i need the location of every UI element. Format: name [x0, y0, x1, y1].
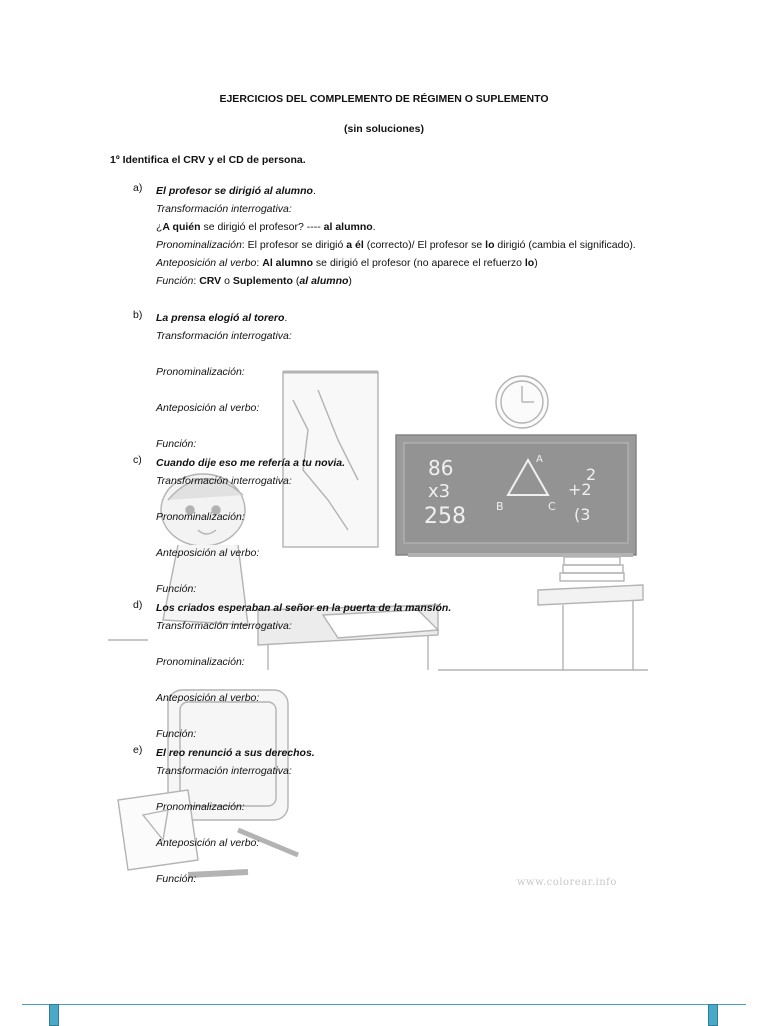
chalk-c: C: [548, 500, 556, 513]
label-transformacion: Transformación interrogativa:: [156, 203, 292, 215]
document-page: 86 x3 258 A B C 2 +2 (3 EJERCICIOS DEL COMPLEMENTO DE RÉGIMEN O SUPLEMENTO (sin soluciones) 1º Identifica el CRV y el CD de persona. a) El profesor se dirigió al alumno. Transformación interrogativa: ¿A quién se dirigió el profesor? ---- al alumno. Pronominalización: El profesor se dirigió a él (correcto)/ El profesor se lo dirigió (cambia el significado). Anteposición al verbo: Al alumno se dirigió el profesor (no aparece el refuerzo lo) Función: CRV o Suplemento (al alumno) b) La prensa elogió al torero. Transformación interrogativa: Pronominalización: Anteposición al verbo: Función: c) Cuando dije eso me refería a tu novia. Transformación interrogativa: Pronominalización: Anteposición al verbo: Función: d) Los criados esperaban al señor en la puerta de la mansión. Transformación interrogativa: Pronominalización: Anteposición al verbo: Función: e) El reo renunció a sus derechos. Transformación interrogativa: Pronominalización: Anteposición al verbo: Función: www.colorear.info: [0, 0, 768, 1024]
exercise-sentence: Los criados esperaban al señor en la puerta de la mansión.: [156, 602, 452, 614]
chalk-r1: 2: [586, 465, 597, 484]
label-transformacion: Transformación interrogativa:: [156, 620, 292, 632]
exercise-heading: 1º Identifica el CRV y el CD de persona.: [110, 154, 306, 166]
label-pronominalizacion: Pronominalización:: [156, 366, 245, 378]
chalk-n2: x3: [428, 481, 451, 502]
exercise-letter: d): [133, 599, 143, 611]
chalk-r3: (3: [574, 505, 591, 524]
label-funcion: Función:: [156, 583, 197, 595]
exercise-sentence: La prensa elogió al torero: [156, 312, 285, 324]
exercise-sentence: Cuando dije eso me refería a tu novia.: [156, 457, 346, 469]
label-funcion: Función:: [156, 728, 197, 740]
document-subtitle: (sin soluciones): [344, 123, 424, 135]
footer-rule: [22, 1004, 746, 1005]
example-question: ¿A quién se dirigió el profesor? ---- al alumno.: [156, 221, 376, 233]
label-funcion: Función:: [156, 873, 197, 885]
label-pronominalizacion: Pronominalización:: [156, 656, 245, 668]
footer-tab-left: [49, 1004, 59, 1026]
exercise-letter: e): [133, 744, 143, 756]
label-funcion: Función:: [156, 438, 197, 450]
label-transformacion: Transformación interrogativa:: [156, 330, 292, 342]
label-transformacion: Transformación interrogativa:: [156, 765, 292, 777]
exercise-letter: b): [133, 309, 143, 321]
chalk-n1: 86: [428, 456, 454, 480]
exercise-letter: c): [133, 454, 142, 466]
watermark: www.colorear.info: [517, 877, 617, 888]
label-anteposicion: Anteposición al verbo:: [156, 837, 260, 849]
exercise-sentence: El profesor se dirigió al alumno: [156, 185, 313, 197]
label-anteposicion: Anteposición al verbo:: [156, 402, 260, 414]
exercise-sentence: El reo renunció a sus derechos.: [156, 747, 315, 759]
label-pronominalizacion: Pronominalización:: [156, 801, 245, 813]
document-title: EJERCICIOS DEL COMPLEMENTO DE RÉGIMEN O SUPLEMENTO: [219, 93, 549, 105]
chalk-r2: +2: [568, 480, 592, 499]
label-anteposicion: Anteposición al verbo:: [156, 547, 260, 559]
label-transformacion: Transformación interrogativa:: [156, 475, 292, 487]
footer-tab-right: [708, 1004, 718, 1026]
label-anteposicion: Anteposición al verbo:: [156, 692, 260, 704]
example-pronominalizacion: Pronominalización: El profesor se dirigió a él (correcto)/ El profesor se lo dirigió (cambia el significado).: [156, 239, 636, 251]
example-anteposicion: Anteposición al verbo: Al alumno se dirigió el profesor (no aparece el refuerzo lo): [156, 257, 538, 269]
chalk-b: B: [496, 500, 504, 513]
chalk-n3: 258: [424, 504, 466, 529]
chalk-a: A: [536, 454, 543, 465]
label-pronominalizacion: Pronominalización:: [156, 511, 245, 523]
exercise-letter: a): [133, 182, 143, 194]
example-funcion: Función: CRV o Suplemento (al alumno): [156, 275, 352, 287]
